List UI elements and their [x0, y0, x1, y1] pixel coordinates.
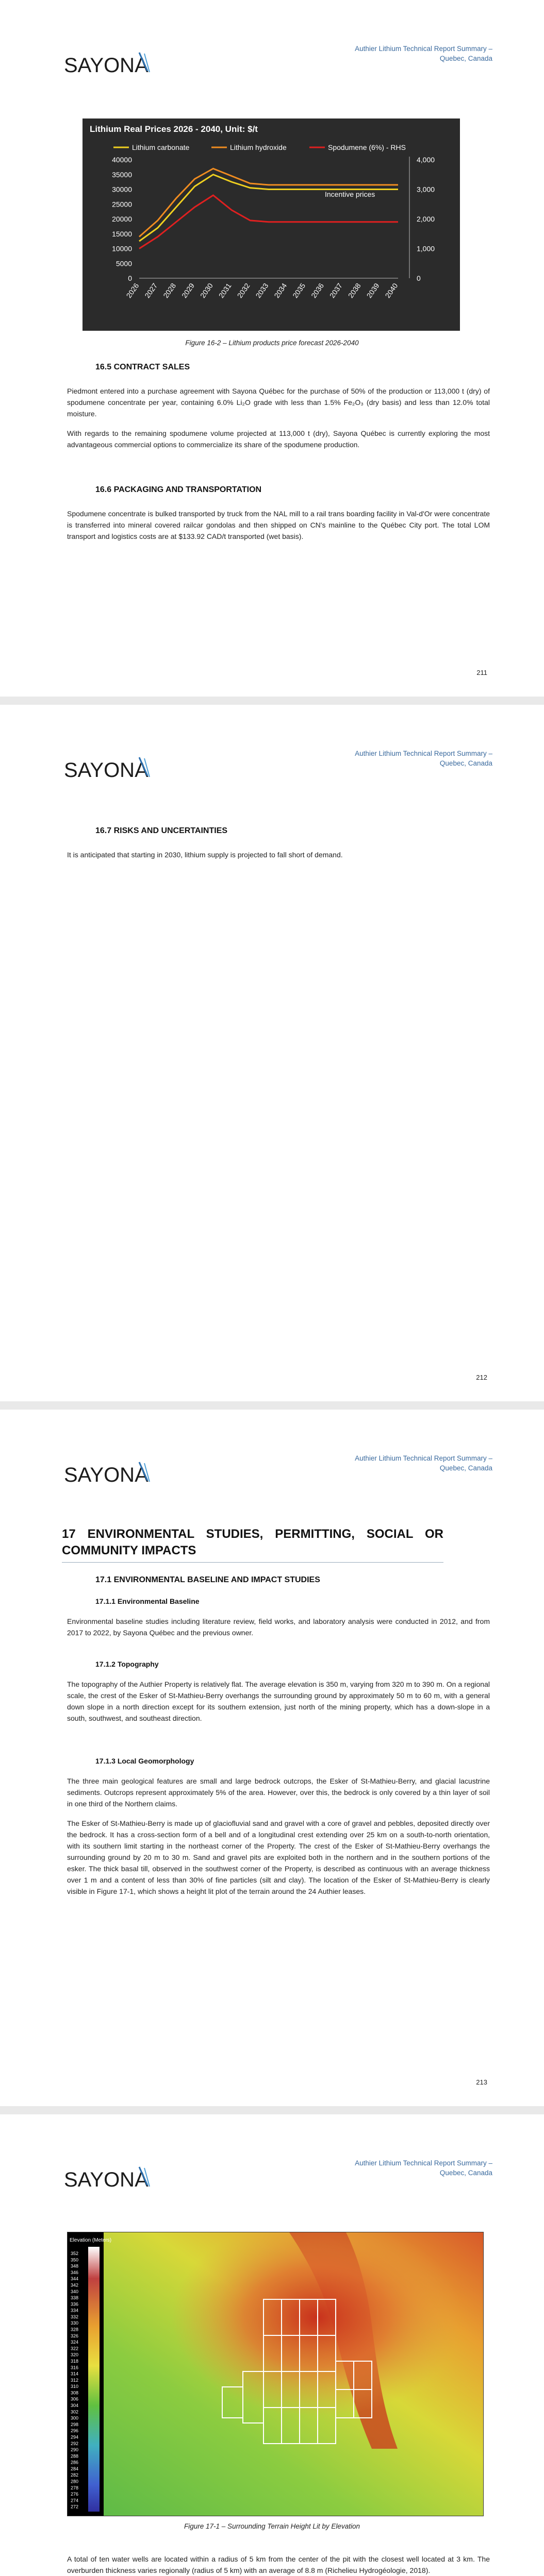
report-header [355, 44, 492, 63]
legend-value: 284 [71, 2466, 79, 2471]
lithium-price-chart [83, 118, 460, 331]
header-line-1: Authier Lithium Technical Report Summary – [355, 750, 492, 757]
legend-label: Spodumene (6%) - RHS [328, 143, 406, 151]
terrain-map-svg [68, 2232, 483, 2516]
y-tick-label-right: 2,000 [417, 215, 435, 223]
legend-value: 316 [71, 2365, 79, 2370]
subsection-heading: 17.1.1 Environmental Baseline [95, 1597, 200, 1605]
legend-value: 350 [71, 2257, 79, 2263]
legend-label: Lithium hydroxide [230, 143, 287, 151]
legend-value: 300 [71, 2415, 79, 2421]
chart-title: Lithium Real Prices 2026 - 2040, Unit: $/t [90, 124, 258, 134]
report-header [355, 1453, 492, 1473]
legend-value: 322 [71, 2346, 79, 2351]
section-heading: 16.5 CONTRACT SALES [95, 363, 190, 371]
legend-value: 318 [71, 2358, 79, 2364]
page-213 [0, 1410, 544, 2106]
x-tick-label: 2033 [254, 281, 270, 300]
sayona-logo-mark [62, 47, 165, 78]
legend-value: 342 [71, 2282, 79, 2288]
x-tick-label: 2029 [180, 281, 196, 300]
page-211 [0, 0, 544, 697]
y-tick-label-right: 4,000 [417, 156, 435, 164]
y-tick-label-left: 15000 [112, 229, 132, 238]
legend-value: 338 [71, 2295, 79, 2301]
legend-title: Elevation (Meters) [70, 2238, 112, 2243]
y-tick-label-left: 5000 [116, 259, 132, 268]
x-tick-label: 2037 [327, 281, 344, 300]
chart-legend [113, 143, 406, 151]
x-tick-label: 2035 [291, 281, 307, 300]
y-tick-label-left: 35000 [112, 170, 132, 179]
header-line-1: Authier Lithium Technical Report Summary – [355, 2159, 492, 2167]
section-heading: 17.1 ENVIRONMENTAL BASELINE AND IMPACT STUDIES [95, 1575, 320, 1584]
paragraph: It is anticipated that starting in 2030, lithium supply is projected to fall short of demand. [67, 851, 343, 859]
legend-value: 334 [71, 2308, 79, 2313]
legend-value: 320 [71, 2352, 79, 2358]
header-line-1: Authier Lithium Technical Report Summary – [355, 45, 492, 53]
paragraph: Piedmont entered into a purchase agreement with Sayona Québec for the purchase of 50% of the production or 113,000 t (dry) of spodumene concentrate per year, containing 6.0% Li₂O grade with less than 1.5% Fe₂O₃ (dry basis) and less than 12.0% total moisture. [67, 387, 490, 418]
report-header [355, 749, 492, 768]
section-heading: 16.6 PACKAGING AND TRANSPORTATION [95, 485, 262, 494]
sayona-logo [62, 2162, 165, 2193]
y-tick-label-left: 25000 [112, 200, 132, 209]
paragraph: The Esker of St-Mathieu-Berry is made up of glaciofluvial sand and gravel with a core of gravel and pebbles, deposited directly over the bedrock. It has a cross-section form of a bell and of a longitudinal crest extending over 25 km on a south-to-north orientation, with its southern limit starting in the northeast corner of the Property. The crest of the Esker of St-Mathieu-Berry overhangs the surrounding ground by 20 m to 30 m. Sand and gravel pits are exploited both in the northern and in the southern portions of the esker. The thick basal till, observed in the southwest corner of the Property, is described as continuous with an average thickness over 1 m and a content of less than 30% of fine particles (silt and clay). The location of the Esker of St-Mathieu-Berry is clearly visible in Figure 17-1, which shows a height lit plot of the terrain around the 24 Authier leases. [67, 1819, 490, 1895]
y-tick-label-right: 3,000 [417, 185, 435, 194]
paragraph: A total of ten water wells are located within a radius of 5 km from the center of the pit with the closest well located at 3 km. The overburden thickness varies regionally (radius of 5 km) with an average of 8.8 m (Richelieu Hydrogéologie, 2018). [67, 2555, 490, 2574]
legend-value: 314 [71, 2371, 79, 2377]
y-tick-label-left: 10000 [112, 244, 132, 253]
legend-value: 280 [71, 2479, 79, 2484]
section-heading: 16.7 RISKS AND UNCERTAINTIES [95, 826, 228, 835]
legend-value: 310 [71, 2384, 79, 2389]
y-tick-label-right: 1,000 [417, 244, 435, 253]
y-tick-label-right: 0 [417, 274, 421, 282]
x-tick-label: 2032 [235, 281, 252, 300]
paragraph: The topography of the Authier Property is relatively flat. The average elevation is 350 m, varying from 320 m to 390 m. On a regional scale, the crest of the Esker of St-Mathieu-Berry overhangs the surrounding ground by approximately 50 m to 60 m, with a general down slope in a north direction except for its southern extension, just north of the mining property, which has a down-slope in a south, southwest, and southeast direction. [67, 1680, 490, 1722]
heading-rule [62, 1562, 443, 1563]
y-tick-label-left: 20000 [112, 215, 132, 223]
paragraph: Spodumene concentrate is bulked transported by truck from the NAL mill to a rail trans boarding facility in Val-d'Or were concentrate is transferred into mineral covered railcar gondolas and then shipped on CN's mainline to the Québec City port. The total LOM transport and logistics costs are at $133.92 CAD/t transported (wet basis). [67, 510, 490, 540]
legend-value: 330 [71, 2320, 79, 2326]
legend-value: 286 [71, 2460, 79, 2465]
paragraph: The three main geological features are small and large bedrock outcrops, the Esker of St-Mathieu-Berry, and glacial lacustrine sediments. Outcrops represent approximately 5% of the area. However, over this, the bedrock is only covered by a thin layer of soil in one third of the Northern claims. [67, 1777, 490, 1808]
x-tick-label: 2030 [198, 281, 215, 300]
legend-value: 312 [71, 2377, 79, 2383]
terrain-map [67, 2232, 484, 2516]
paragraph: With regards to the remaining spodumene volume projected at 113,000 t (dry), Sayona Québec is currently exploring the most advantageous commercial options to commercialize its share of the spodumene production. [67, 429, 490, 449]
legend-value: 328 [71, 2327, 79, 2332]
sayona-logo-mark [62, 1457, 165, 1488]
legend-color-scale [88, 2247, 100, 2512]
y-tick-label-left: 30000 [112, 185, 132, 194]
legend-value: 290 [71, 2447, 79, 2453]
logo-text: SAYONA [64, 1464, 149, 1486]
sayona-logo-mark [62, 752, 165, 783]
figure-caption: Figure 17-1 – Surrounding Terrain Height Lit by Elevation [184, 2522, 360, 2530]
legend-value: 344 [71, 2276, 79, 2282]
x-tick-label: 2034 [272, 281, 289, 300]
x-tick-label: 2031 [217, 281, 233, 300]
legend-value: 282 [71, 2472, 79, 2478]
legend-value: 332 [71, 2314, 79, 2319]
page-number: 213 [476, 2078, 487, 2086]
x-tick-label: 2028 [161, 281, 178, 300]
logo-text: SAYONA [64, 759, 149, 782]
sayona-logo [62, 47, 165, 78]
x-tick-label: 2027 [143, 281, 159, 300]
x-tick-label: 2036 [309, 281, 326, 300]
legend-value: 274 [71, 2498, 79, 2503]
x-tick-label: 2026 [124, 281, 141, 300]
esker-highlight [68, 2232, 483, 2516]
subsection-heading: 17.1.3 Local Geomorphology [95, 1757, 194, 1765]
sayona-logo [62, 752, 165, 783]
legend-value: 278 [71, 2485, 79, 2490]
header-line-2: Quebec, Canada [439, 1464, 492, 1472]
paragraph: Environmental baseline studies including literature review, field works, and laboratory analysis were conducted in 2012, and from 2017 to 2022, by Sayona Québec and the previous owner. [67, 1617, 490, 1637]
report-header [355, 2158, 492, 2178]
legend-value: 272 [71, 2504, 79, 2510]
logo-text: SAYONA [64, 54, 149, 77]
logo-text: SAYONA [64, 2168, 149, 2191]
sayona-logo-mark [62, 2162, 165, 2193]
subsection-heading: 17.1.2 Topography [95, 1660, 159, 1668]
legend-value: 292 [71, 2441, 79, 2446]
figure-caption: Figure 16-2 – Lithium products price forecast 2026-2040 [185, 339, 359, 347]
legend-label: Lithium carbonate [132, 143, 190, 151]
header-line-2: Quebec, Canada [439, 2169, 492, 2177]
legend-value: 352 [71, 2251, 79, 2256]
page-212 [0, 705, 544, 1401]
legend-value: 326 [71, 2333, 79, 2338]
page-214 [0, 2114, 544, 2576]
legend-value: 296 [71, 2428, 79, 2434]
x-tick-label: 2038 [346, 281, 362, 300]
page-number: 212 [476, 1374, 487, 1381]
legend-value: 346 [71, 2269, 79, 2275]
sayona-logo [62, 1457, 165, 1488]
chart-svg [83, 118, 460, 331]
legend-value: 340 [71, 2289, 79, 2294]
header-line-2: Quebec, Canada [439, 55, 492, 62]
legend-value: 308 [71, 2390, 79, 2396]
x-tick-label: 2040 [383, 281, 400, 300]
y-tick-label-left: 40000 [112, 156, 132, 164]
header-line-1: Authier Lithium Technical Report Summary – [355, 1454, 492, 1462]
page-number: 211 [476, 669, 487, 676]
legend-value: 348 [71, 2263, 79, 2269]
legend-labels [71, 2251, 78, 2510]
legend-value: 294 [71, 2434, 79, 2440]
y-tick-label-left: 0 [128, 274, 132, 282]
chart-annotation: Incentive prices [325, 190, 375, 198]
legend-value: 306 [71, 2396, 79, 2402]
legend-value: 336 [71, 2301, 79, 2307]
chapter-heading: 17 ENVIRONMENTAL STUDIES, PERMITTING, SOCIAL OR COMMUNITY IMPACTS [62, 1527, 443, 1557]
legend-value: 288 [71, 2453, 79, 2459]
legend-value: 302 [71, 2409, 79, 2415]
legend-value: 324 [71, 2340, 79, 2345]
header-line-2: Quebec, Canada [439, 759, 492, 767]
legend-value: 298 [71, 2421, 79, 2427]
legend-value: 304 [71, 2403, 79, 2409]
legend-value: 276 [71, 2492, 79, 2497]
x-tick-label: 2039 [365, 281, 381, 300]
